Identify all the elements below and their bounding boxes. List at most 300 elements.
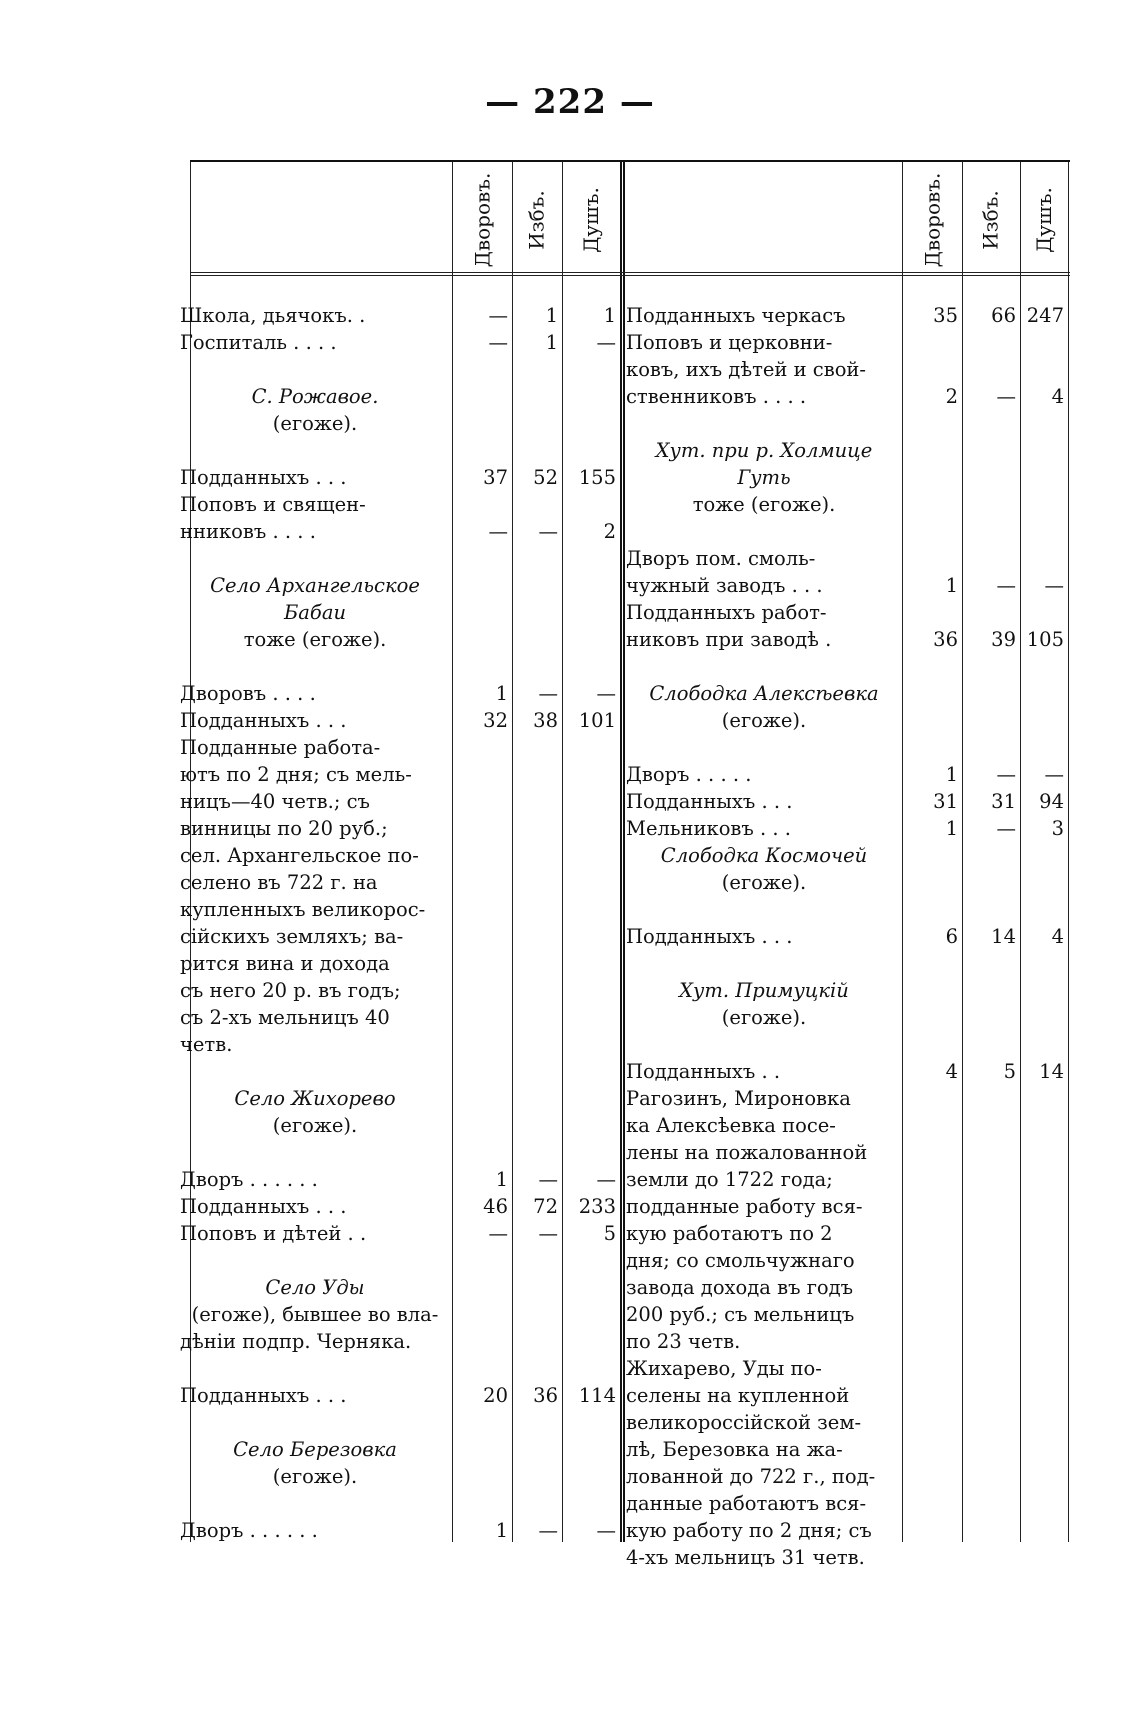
right-text-row: 200 руб.; съ мельницъ	[626, 1303, 855, 1326]
left-text-row: С. Рожавое.	[251, 385, 379, 408]
left-dvorov-cell	[452, 1058, 512, 1085]
header-dush-left: Душъ.	[579, 186, 604, 253]
right-dvorov-cell	[902, 1085, 962, 1112]
right-text-row: Дворъ . . . . .	[626, 763, 752, 786]
statistics-table	[180, 160, 1070, 1569]
left-dush-cell: —	[596, 1519, 616, 1542]
right-izb-cell: —	[996, 385, 1016, 408]
right-dush-cell	[1020, 410, 1068, 437]
right-dush-column	[1020, 302, 1068, 1571]
left-text-row: Школа, дьячокъ. .	[180, 304, 366, 327]
left-text-row: четв.	[180, 1033, 233, 1056]
left-izb-cell	[512, 1436, 562, 1463]
right-text-row: завода дохода въ годъ	[626, 1276, 854, 1299]
left-dvorov-cell	[452, 1112, 512, 1139]
right-dush-cell	[1020, 1193, 1068, 1220]
left-dush-cell: 233	[578, 1195, 616, 1218]
right-text-row	[626, 1031, 902, 1058]
left-dush-cell: —	[596, 331, 616, 354]
left-dush-cell	[562, 1058, 620, 1085]
right-izb-cell	[962, 1544, 1020, 1571]
left-izb-cell: 72	[533, 1195, 558, 1218]
right-text-row: по 23 четв.	[626, 1330, 741, 1353]
right-dvorov-cell	[902, 1301, 962, 1328]
header-dvorov-left: Дворовъ.	[470, 172, 494, 267]
left-dvorov-cell	[452, 842, 512, 869]
right-izb-cell	[962, 329, 1020, 356]
right-dush-cell	[1020, 1490, 1068, 1517]
right-text-row: Хут. Примуцкій	[679, 979, 849, 1002]
right-text-row: Подданныхъ работ-	[626, 601, 827, 624]
left-izb-cell	[512, 1058, 562, 1085]
right-text-row: никовъ при заводѣ .	[626, 628, 832, 651]
right-text-row: кую работу по 2 дня; съ	[626, 1519, 872, 1542]
right-dush-cell	[1020, 680, 1068, 707]
right-dush-cell	[1020, 1004, 1068, 1031]
right-izb-cell	[962, 734, 1020, 761]
left-izb-cell: —	[538, 1222, 558, 1245]
right-dush-cell: 247	[1026, 304, 1064, 327]
right-dush-cell	[1020, 1301, 1068, 1328]
left-dvorov-cell: —	[488, 331, 508, 354]
right-izb-cell: —	[996, 817, 1016, 840]
right-text-row: (егоже).	[721, 1006, 807, 1029]
right-dush-cell: 105	[1026, 628, 1064, 651]
right-izb-cell	[962, 707, 1020, 734]
left-dush-cell	[562, 1031, 620, 1058]
left-dvorov-cell	[452, 1031, 512, 1058]
left-text-row: винницы по 20 руб.;	[180, 817, 388, 840]
left-izb-cell	[512, 1139, 562, 1166]
left-dvorov-cell	[452, 1301, 512, 1328]
right-izb-cell	[962, 1247, 1020, 1274]
right-dush-cell: 4	[1051, 925, 1064, 948]
left-izb-cell	[512, 410, 562, 437]
right-text-row: (егоже).	[721, 871, 807, 894]
right-text-row: великороссійской зем-	[626, 1411, 862, 1434]
left-dush-cell	[562, 842, 620, 869]
right-text-row: тоже (егоже).	[692, 493, 836, 516]
right-dvorov-cell	[902, 1112, 962, 1139]
right-dush-cell: —	[1044, 574, 1064, 597]
right-dush-cell	[1020, 518, 1068, 545]
left-dvorov-cell	[452, 1139, 512, 1166]
left-text-row: тоже (егоже).	[243, 628, 387, 651]
left-text-row: дѣніи подпр. Черняка.	[180, 1330, 412, 1353]
right-text-row: Мельниковъ . . .	[626, 817, 792, 840]
right-dvorov-cell	[902, 1436, 962, 1463]
left-izb-cell: 36	[533, 1384, 558, 1407]
left-dush-cell	[562, 1112, 620, 1139]
left-izb-cell	[512, 734, 562, 761]
right-izb-cell	[962, 491, 1020, 518]
left-dvorov-cell	[452, 626, 512, 653]
left-dvorov-cell: —	[488, 1222, 508, 1245]
left-text-row: (егоже).	[272, 412, 358, 435]
right-izb-cell	[962, 1031, 1020, 1058]
left-izb-cell	[512, 815, 562, 842]
right-text-row	[626, 410, 902, 437]
left-dvorov-cell	[452, 923, 512, 950]
right-dush-cell	[1020, 869, 1068, 896]
left-text-row	[180, 1247, 450, 1274]
right-izb-cell	[962, 1355, 1020, 1382]
left-text-row: нниковъ . . . .	[180, 520, 316, 543]
right-izb-cell	[962, 1004, 1020, 1031]
left-dush-cell	[562, 1301, 620, 1328]
left-text-row: (егоже).	[272, 1465, 358, 1488]
left-text-row: ютъ по 2 дня; съ мель-	[180, 763, 412, 786]
left-dush-cell	[562, 1436, 620, 1463]
right-izb-cell	[962, 896, 1020, 923]
left-text-row: Подданныхъ . . .	[180, 1195, 347, 1218]
right-izb-cell	[962, 1517, 1020, 1544]
right-text-row: лѣ, Березовка на жа-	[626, 1438, 843, 1461]
left-dvorov-cell	[452, 410, 512, 437]
right-dvorov-cell	[902, 707, 962, 734]
left-izb-cell	[512, 896, 562, 923]
left-dush-cell	[562, 383, 620, 410]
left-dvorov-cell	[452, 356, 512, 383]
right-izb-cell	[962, 1166, 1020, 1193]
right-text-row	[626, 518, 902, 545]
left-dvorov-cell	[452, 572, 512, 599]
right-dush-cell	[1020, 977, 1068, 1004]
left-dush-cell	[562, 734, 620, 761]
left-text-row: Подданныхъ . . .	[180, 1384, 347, 1407]
right-izb-cell: —	[996, 763, 1016, 786]
right-dush-cell	[1020, 1409, 1068, 1436]
right-dvorov-column	[902, 302, 962, 1571]
left-text-row	[180, 1139, 450, 1166]
left-dush-cell	[562, 977, 620, 1004]
left-dvorov-cell	[452, 950, 512, 977]
left-dush-cell	[562, 1328, 620, 1355]
right-dush-cell: 3	[1051, 817, 1064, 840]
left-izb-cell	[512, 923, 562, 950]
right-dush-cell	[1020, 1247, 1068, 1274]
right-dvorov-cell	[902, 896, 962, 923]
left-izb-cell: —	[538, 682, 558, 705]
left-text-row	[180, 437, 450, 464]
left-text-row: сійскихъ земляхъ; ва-	[180, 925, 404, 948]
right-entries	[626, 302, 902, 1571]
left-izb-cell: 1	[545, 304, 558, 327]
left-dvorov-cell: —	[488, 520, 508, 543]
right-dvorov-cell	[902, 437, 962, 464]
right-dvorov-cell: 2	[945, 385, 958, 408]
left-izb-cell	[512, 626, 562, 653]
left-text-row: Поповъ и священ-	[180, 493, 366, 516]
left-entries	[180, 302, 450, 1544]
right-izb-cell: 39	[991, 628, 1016, 651]
left-dvorov-cell	[452, 896, 512, 923]
right-izb-cell	[962, 1328, 1020, 1355]
left-izb-cell	[512, 599, 562, 626]
right-izb-cell	[962, 1112, 1020, 1139]
left-text-row: съ 2-хъ мельницъ 40	[180, 1006, 390, 1029]
left-text-row: рится вина и дохода	[180, 952, 390, 975]
left-izb-cell	[512, 1274, 562, 1301]
left-dvorov-cell	[452, 545, 512, 572]
right-dush-cell: —	[1044, 763, 1064, 786]
right-dvorov-cell	[902, 1166, 962, 1193]
left-izb-cell: —	[538, 520, 558, 543]
left-text-row: Поповъ и дѣтей . .	[180, 1222, 367, 1245]
right-dush-cell	[1020, 599, 1068, 626]
left-dush-cell	[562, 545, 620, 572]
right-text-row: лованной до 722 г., под-	[626, 1465, 876, 1488]
right-dush-cell	[1020, 707, 1068, 734]
left-dvorov-cell	[452, 1004, 512, 1031]
right-dush-cell	[1020, 1220, 1068, 1247]
left-dvorov-cell	[452, 1409, 512, 1436]
right-izb-cell	[962, 842, 1020, 869]
left-izb-cell	[512, 1490, 562, 1517]
left-izb-cell	[512, 1328, 562, 1355]
right-dvorov-cell	[902, 950, 962, 977]
right-dvorov-cell	[902, 1409, 962, 1436]
left-text-row: селено въ 722 г. на	[180, 871, 378, 894]
right-dvorov-cell: 31	[933, 790, 958, 813]
left-izb-cell	[512, 572, 562, 599]
right-text-row: 4-хъ мельницъ 31 четв.	[626, 1546, 865, 1569]
left-dush-cell	[562, 1247, 620, 1274]
left-text-row: Дворъ . . . . . .	[180, 1168, 318, 1191]
right-izb-cell	[962, 545, 1020, 572]
right-izb-cell	[962, 1382, 1020, 1409]
right-text-row: ка Алексѣевка посе-	[626, 1114, 836, 1137]
left-dush-cell	[562, 1463, 620, 1490]
right-izb-cell	[962, 1490, 1020, 1517]
right-dush-cell	[1020, 896, 1068, 923]
left-dush-cell	[562, 572, 620, 599]
right-izb-cell	[962, 1301, 1020, 1328]
left-dush-cell	[562, 599, 620, 626]
left-text-row: Подданныхъ . . .	[180, 709, 347, 732]
left-text-row: Село Жихорево	[234, 1087, 396, 1110]
right-dvorov-cell	[902, 1382, 962, 1409]
right-text-row: Слободка Космочей	[660, 844, 868, 867]
left-izb-cell	[512, 1409, 562, 1436]
right-dvorov-cell	[902, 1517, 962, 1544]
right-dvorov-cell	[902, 1247, 962, 1274]
right-dvorov-cell	[902, 842, 962, 869]
right-dush-cell	[1020, 1328, 1068, 1355]
right-dush-cell	[1020, 1355, 1068, 1382]
header-izb-left: Избъ.	[525, 189, 550, 250]
left-dvorov-cell	[452, 815, 512, 842]
left-text-row: ницъ—40 четв.; съ	[180, 790, 370, 813]
left-dush-cell	[562, 437, 620, 464]
left-dush-cell	[562, 761, 620, 788]
right-text-row: Подданныхъ . .	[626, 1060, 781, 1083]
left-izb-cell: 38	[533, 709, 558, 732]
right-izb-cell	[962, 1220, 1020, 1247]
left-izb-cell	[512, 761, 562, 788]
right-text-row	[626, 653, 902, 680]
left-dush-cell	[562, 896, 620, 923]
left-dush-cell	[562, 1139, 620, 1166]
left-dvorov-cell	[452, 1490, 512, 1517]
right-text-row: кую работаютъ по 2	[626, 1222, 833, 1245]
right-izb-cell	[962, 1085, 1020, 1112]
left-dvorov-cell: 20	[483, 1384, 508, 1407]
left-text-row: Село Березовка	[233, 1438, 397, 1461]
right-dvorov-cell	[902, 1193, 962, 1220]
left-izb-cell	[512, 1463, 562, 1490]
left-dvorov-cell	[452, 1355, 512, 1382]
right-dvorov-cell	[902, 680, 962, 707]
left-izb-cell: 52	[533, 466, 558, 489]
right-dush-cell	[1020, 1112, 1068, 1139]
right-dush-cell	[1020, 356, 1068, 383]
left-dush-cell	[562, 869, 620, 896]
left-text-row: Подданные работа-	[180, 736, 381, 759]
left-dush-cell	[562, 788, 620, 815]
right-dush-cell	[1020, 1382, 1068, 1409]
right-dvorov-cell: 6	[945, 925, 958, 948]
right-izb-cell: 31	[991, 790, 1016, 813]
right-dvorov-cell: 35	[933, 304, 958, 327]
right-dvorov-cell	[902, 464, 962, 491]
right-text-row: ковъ, ихъ дѣтей и свой-	[626, 358, 867, 381]
right-izb-cell	[962, 653, 1020, 680]
left-dvorov-cell	[452, 383, 512, 410]
left-text-row	[180, 1058, 450, 1085]
left-izb-cell	[512, 653, 562, 680]
right-dvorov-cell	[902, 1274, 962, 1301]
right-dvorov-cell	[902, 869, 962, 896]
right-izb-column	[962, 302, 1020, 1571]
left-text-row: (егоже).	[272, 1114, 358, 1137]
right-dvorov-cell: 4	[945, 1060, 958, 1083]
left-izb-cell	[512, 842, 562, 869]
left-text-row: Дворовъ . . . .	[180, 682, 316, 705]
left-dvorov-cell: 37	[483, 466, 508, 489]
left-dvorov-cell	[452, 869, 512, 896]
left-izb-cell	[512, 950, 562, 977]
right-text-row: ственниковъ . . . .	[626, 385, 807, 408]
left-dvorov-cell: 1	[495, 1519, 508, 1542]
right-dush-cell: 14	[1039, 1060, 1064, 1083]
left-dvorov-cell	[452, 1463, 512, 1490]
right-dush-cell	[1020, 1517, 1068, 1544]
left-dush-cell	[562, 1355, 620, 1382]
right-dvorov-cell	[902, 1544, 962, 1571]
left-izb-cell	[512, 1247, 562, 1274]
page-number: — 222 —	[485, 82, 655, 122]
right-dvorov-cell	[902, 734, 962, 761]
right-izb-cell: 5	[1003, 1060, 1016, 1083]
left-izb-cell: —	[538, 1168, 558, 1191]
right-text-row: лены на пожалованной	[626, 1141, 868, 1164]
right-dush-cell	[1020, 1463, 1068, 1490]
right-dvorov-cell	[902, 1031, 962, 1058]
right-text-row: Поповъ и церковни-	[626, 331, 833, 354]
left-dush-cell	[562, 1409, 620, 1436]
right-dush-cell	[1020, 437, 1068, 464]
right-dush-cell	[1020, 1544, 1068, 1571]
left-dvorov-cell	[452, 1085, 512, 1112]
left-izb-cell	[512, 869, 562, 896]
left-dush-cell	[562, 1085, 620, 1112]
left-dush-cell: —	[596, 682, 616, 705]
left-text-row	[180, 356, 450, 383]
right-izb-cell	[962, 437, 1020, 464]
left-text-row: (егоже), бывшее во вла-	[191, 1303, 439, 1326]
right-dush-cell	[1020, 545, 1068, 572]
left-dush-cell	[562, 626, 620, 653]
right-dush-cell	[1020, 329, 1068, 356]
right-dush-cell	[1020, 653, 1068, 680]
right-izb-cell: 14	[991, 925, 1016, 948]
right-dvorov-cell	[902, 410, 962, 437]
right-text-row	[626, 950, 902, 977]
right-izb-cell	[962, 356, 1020, 383]
left-text-row: Село Архангельское	[210, 574, 420, 597]
right-dvorov-cell	[902, 518, 962, 545]
right-text-row: Подданныхъ . . .	[626, 790, 793, 813]
left-text-row: сел. Архангельское по-	[180, 844, 419, 867]
left-izb-cell: 1	[545, 331, 558, 354]
right-text-row	[626, 896, 902, 923]
left-izb-cell	[512, 356, 562, 383]
right-text-row: Подданныхъ . . .	[626, 925, 793, 948]
right-izb-cell	[962, 680, 1020, 707]
right-izb-cell	[962, 464, 1020, 491]
left-dush-cell	[562, 1004, 620, 1031]
left-dush-cell	[562, 410, 620, 437]
header-izb-right: Избъ.	[979, 189, 1004, 250]
right-dvorov-cell	[902, 356, 962, 383]
right-text-row: Рагозинъ, Мироновка	[626, 1087, 851, 1110]
right-dush-cell	[1020, 734, 1068, 761]
right-dvorov-cell	[902, 1490, 962, 1517]
right-text-row: Гуть	[737, 466, 791, 489]
left-dvorov-cell: 32	[483, 709, 508, 732]
right-dush-cell: 4	[1051, 385, 1064, 408]
left-izb-cell	[512, 977, 562, 1004]
left-text-row: Госпиталь . . . .	[180, 331, 337, 354]
left-izb-cell	[512, 1112, 562, 1139]
left-izb-cell: —	[538, 1519, 558, 1542]
right-dush-cell	[1020, 1139, 1068, 1166]
left-izb-cell	[512, 1085, 562, 1112]
right-text-row: чужный заводъ . . .	[626, 574, 823, 597]
left-dush-cell	[562, 491, 620, 518]
left-dvorov-cell	[452, 491, 512, 518]
right-izb-cell	[962, 1409, 1020, 1436]
left-dvorov-cell: 1	[495, 1168, 508, 1191]
left-izb-cell	[512, 383, 562, 410]
right-dvorov-cell	[902, 653, 962, 680]
left-dush-column	[562, 302, 620, 1544]
left-dush-cell: 5	[603, 1222, 616, 1245]
right-izb-cell	[962, 1436, 1020, 1463]
right-dush-cell	[1020, 464, 1068, 491]
left-dvorov-cell: 46	[483, 1195, 508, 1218]
right-izb-cell: 66	[991, 304, 1016, 327]
right-izb-cell	[962, 1463, 1020, 1490]
left-dvorov-cell	[452, 599, 512, 626]
right-izb-cell	[962, 599, 1020, 626]
right-text-row: Хут. при р. Холмице	[655, 439, 873, 462]
left-izb-cell	[512, 545, 562, 572]
left-text-row: Бабаи	[283, 601, 347, 624]
left-izb-cell	[512, 788, 562, 815]
left-dush-cell	[562, 1274, 620, 1301]
